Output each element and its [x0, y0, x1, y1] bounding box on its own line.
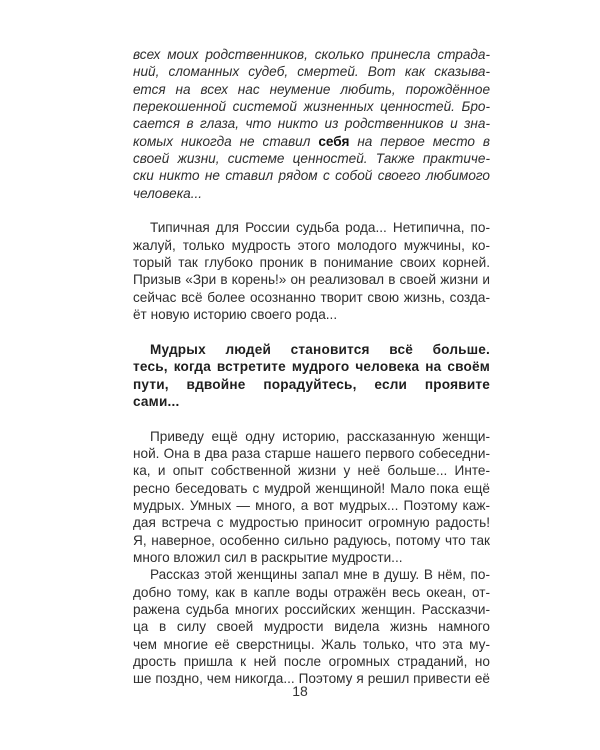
text-line: всех моих родственников, сколько принесла страда- — [133, 47, 490, 62]
text-line: Я, наверное, особенно сильно радуюсь, потому что так — [133, 532, 490, 548]
paragraph — [133, 428, 490, 567]
emphasized-word: себя — [318, 133, 350, 149]
text-line: ца в силу своей мудрости видела жизнь намного — [133, 619, 490, 635]
paragraph-gap — [133, 410, 490, 427]
book-page-text — [133, 46, 490, 688]
page-number: 18 — [292, 683, 308, 699]
text-line: мудрых. Умных — много, а вот мудрых... Поэтому каж- — [133, 497, 490, 513]
text-line: ной. Она в два раза старше нашего первого собеседни- — [133, 445, 490, 461]
text-line: ше поздно, чем никогда... Поэтому я решил привести её — [133, 671, 490, 687]
text-line: своей жизни, системе ценностей. Также практиче- — [133, 151, 490, 167]
text-line: сейчас всё более осознанно творит свою жизнь, созда- — [133, 289, 490, 305]
text-line: Приведу ещё одну историю, рассказанную женщи- — [150, 428, 490, 444]
text-line: ний, сломанных судеб, смертей. Вот как сказыва- — [133, 64, 490, 80]
paragraph-gap — [133, 324, 490, 341]
text-line: ражена судьба многих российских женщин. Рассказчи- — [133, 602, 490, 617]
text-line: ёт новую историю своего рода... — [133, 307, 338, 323]
text-line: сается в глаза, что никто из родственников и зна- — [133, 116, 490, 132]
text-line: Призыв «Зри в корень!» он реализовал в своей жизни и — [133, 272, 490, 288]
text-line: сами... — [133, 393, 180, 409]
paragraph — [133, 566, 490, 687]
text-line: ется на всех нас неумение любить, порождённое — [133, 81, 490, 97]
text-fragment: комых никогда не ставил — [133, 133, 319, 149]
text-line: Мудрых людей становится всё больше. — [150, 341, 490, 357]
italic-paragraph — [133, 46, 490, 202]
paragraph — [133, 219, 490, 323]
text-line: ресно беседовать с мудрой женщиной! Мало пока ещё — [133, 480, 490, 496]
text-line: много вложил сил в раскрытие мудрости... — [133, 549, 403, 565]
text-line: Рассказ этой женщины запал мне в душу. В нём, по- — [150, 567, 490, 583]
bold-paragraph — [133, 341, 490, 410]
text-line: добно тому, как в капле воды отражён весь океан, от- — [133, 584, 490, 600]
text-fragment: на первое место в — [349, 133, 490, 149]
text-line: торый так глубоко проник в понимание своих корней. — [133, 255, 490, 271]
text-line: тесь, когда встретите мудрого человека на своём — [133, 359, 490, 375]
paragraph-gap — [133, 202, 490, 219]
text-line: перекошенной системой жизненных ценностей. Бро- — [133, 99, 490, 115]
text-line: жалуй, только мудрость этого молодого мужчины, ко- — [133, 237, 490, 253]
text-line: Типичная для России судьба рода... Нетипична, по- — [150, 220, 490, 236]
text-line: ка, и опыт собственной жизни у неё больше... Инте- — [133, 463, 490, 479]
text-line: человека... — [133, 185, 203, 201]
text-line: пути, вдвойне порадуйтесь, если проявите — [133, 376, 490, 392]
text-line — [133, 133, 490, 150]
text-line: ски никто не ставил рядом с собой своего любимого — [133, 168, 490, 184]
text-line: дая встреча с мудростью приносит огромную радость! — [133, 515, 490, 531]
text-line: дрость пришла к ней после огромных страданий, но — [133, 654, 490, 670]
text-line: чем многие её сверстницы. Жаль только, что эта му- — [133, 636, 490, 652]
